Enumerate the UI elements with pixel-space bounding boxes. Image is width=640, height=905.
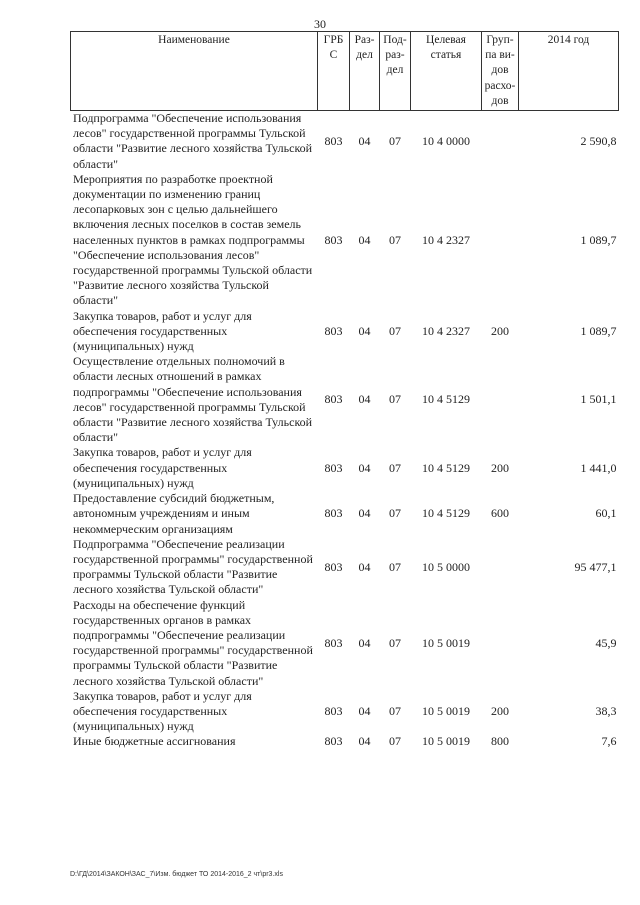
row-sum: 60,1 (595, 506, 617, 521)
table-row (71, 309, 619, 355)
row-vid: 800 (491, 734, 509, 749)
row-podrazdel: 07 (389, 323, 401, 338)
row-name: Иные бюджетные ассигнования (73, 734, 236, 749)
row-celevaya: 10 4 5129 (422, 392, 470, 407)
row-celevaya: 10 5 0000 (422, 559, 470, 574)
table-row (71, 689, 619, 735)
row-podrazdel: 07 (389, 506, 401, 521)
row-sum: 95 477,1 (574, 559, 617, 574)
table-row (71, 491, 619, 537)
row-grbs: 803 (324, 133, 343, 148)
row-razdel: 04 (358, 734, 371, 749)
row-sum: 38,3 (595, 703, 617, 718)
row-name: Предоставление субсидий бюджетным, автономным учреждениям и иным некоммерческим организациям (73, 491, 275, 536)
row-grbs: 803 (324, 506, 343, 521)
column-header-name: Наименование (71, 32, 318, 111)
row-name: Закупка товаров, работ и услуг для обеспечения государственных (муниципальных) нужд (73, 688, 252, 734)
row-grbs: 803 (324, 635, 343, 650)
table-row (71, 537, 619, 598)
row-sum: 2 590,8 (580, 133, 617, 148)
table-header-row (71, 32, 619, 111)
row-grbs: 803 (324, 232, 343, 247)
row-sum: 45,9 (595, 635, 617, 650)
row-podrazdel: 07 (389, 133, 401, 148)
row-razdel: 04 (358, 232, 371, 247)
table-row (71, 598, 619, 689)
column-header-vid: Груп-па ви-дов расхо-дов (482, 32, 519, 111)
row-razdel: 04 (358, 559, 371, 574)
row-vid (482, 172, 519, 309)
row-vid (482, 111, 519, 172)
row-sum: 1 501,1 (580, 392, 617, 407)
row-celevaya: 10 5 0019 (422, 703, 470, 718)
row-vid (482, 354, 519, 445)
row-vid: 200 (491, 460, 509, 475)
column-header-celevaya: Целевая статья (411, 32, 482, 111)
file-path-footer: D:\ГД\2014\ЗАКОН\ЗАС_7\Изм. бюджет ТО 2014-2016_2 чт\pr3.xls (70, 871, 283, 878)
row-vid (482, 598, 519, 689)
table-row (71, 734, 619, 749)
row-podrazdel: 07 (389, 559, 401, 574)
row-grbs: 803 (324, 323, 343, 338)
row-podrazdel: 07 (389, 232, 401, 247)
column-header-razdel: Раз-дел (350, 32, 380, 111)
table-body (71, 111, 619, 750)
row-grbs: 803 (324, 703, 343, 718)
row-podrazdel: 07 (389, 635, 401, 650)
row-razdel: 04 (358, 392, 371, 407)
table-row (71, 445, 619, 491)
row-podrazdel: 07 (389, 703, 401, 718)
row-celevaya: 10 4 2327 (422, 232, 470, 247)
row-razdel: 04 (358, 323, 371, 338)
row-razdel: 04 (358, 460, 371, 475)
row-celevaya: 10 4 0000 (422, 133, 470, 148)
table-row (71, 354, 619, 445)
row-vid: 600 (491, 506, 509, 521)
column-header-sum: 2014 год (519, 32, 619, 111)
row-podrazdel: 07 (389, 392, 401, 407)
row-celevaya: 10 5 0019 (422, 734, 470, 749)
budget-table (70, 31, 619, 750)
row-grbs: 803 (324, 734, 343, 749)
row-vid (482, 537, 519, 598)
row-name: Мероприятия по разработке проектной документации по изменению границ лесопарковых зон с целью дальнейшего включения лесных поселков в состав земель населенных пунктов в рамках подпрограммы "Обеспечение использования лесов" государственной программы Тульской области "Развитие лесного хозяйства Тульской области" (73, 171, 313, 308)
table-row (71, 111, 619, 172)
page-number: 30 (314, 17, 326, 31)
table-row (71, 172, 619, 309)
row-vid: 200 (491, 323, 509, 338)
row-razdel: 04 (358, 703, 371, 718)
row-name: Закупка товаров, работ и услуг для обеспечения государственных (муниципальных) нужд (73, 308, 252, 354)
row-razdel: 04 (358, 506, 371, 521)
row-grbs: 803 (324, 392, 343, 407)
row-podrazdel: 07 (389, 734, 401, 749)
row-name: Осуществление отдельных полномочий в области лесных отношений в рамках подпрограммы "Обеспечение использования лесов" государственной программы Тульской области "Развитие лесного хозяйства Тульской области" (73, 354, 313, 445)
row-razdel: 04 (358, 133, 371, 148)
row-celevaya: 10 4 5129 (422, 506, 470, 521)
row-podrazdel: 07 (389, 460, 401, 475)
row-vid: 200 (491, 703, 509, 718)
row-sum: 7,6 (601, 734, 617, 749)
row-sum: 1 089,7 (580, 232, 617, 247)
row-celevaya: 10 5 0019 (422, 635, 470, 650)
column-header-grbs: ГРБС (318, 32, 350, 111)
row-sum: 1 441,0 (580, 460, 617, 475)
row-name: Закупка товаров, работ и услуг для обеспечения государственных (муниципальных) нужд (73, 445, 252, 490)
row-grbs: 803 (324, 460, 343, 475)
row-grbs: 803 (324, 559, 343, 574)
row-name: Расходы на обеспечение функций государственных органов в рамках подпрограммы "Обеспечение реализации государственной программы" государственной программы Тульской области "Развитие лесного хозяйства Тульской области" (73, 597, 313, 688)
row-name: Подпрограмма "Обеспечение использования лесов" государственной программы Тульской области "Развитие лесного хозяйства Тульской области" (73, 111, 313, 171)
row-razdel: 04 (358, 635, 371, 650)
row-name: Подпрограмма "Обеспечение реализации государственной программы" государственной программы Тульской области "Развитие лесного хозяйства Тульской области" (73, 536, 313, 597)
row-celevaya: 10 4 2327 (422, 323, 470, 338)
column-header-podrazdel: Под-раз-дел (380, 32, 411, 111)
row-celevaya: 10 4 5129 (422, 460, 470, 475)
row-sum: 1 089,7 (580, 323, 617, 338)
